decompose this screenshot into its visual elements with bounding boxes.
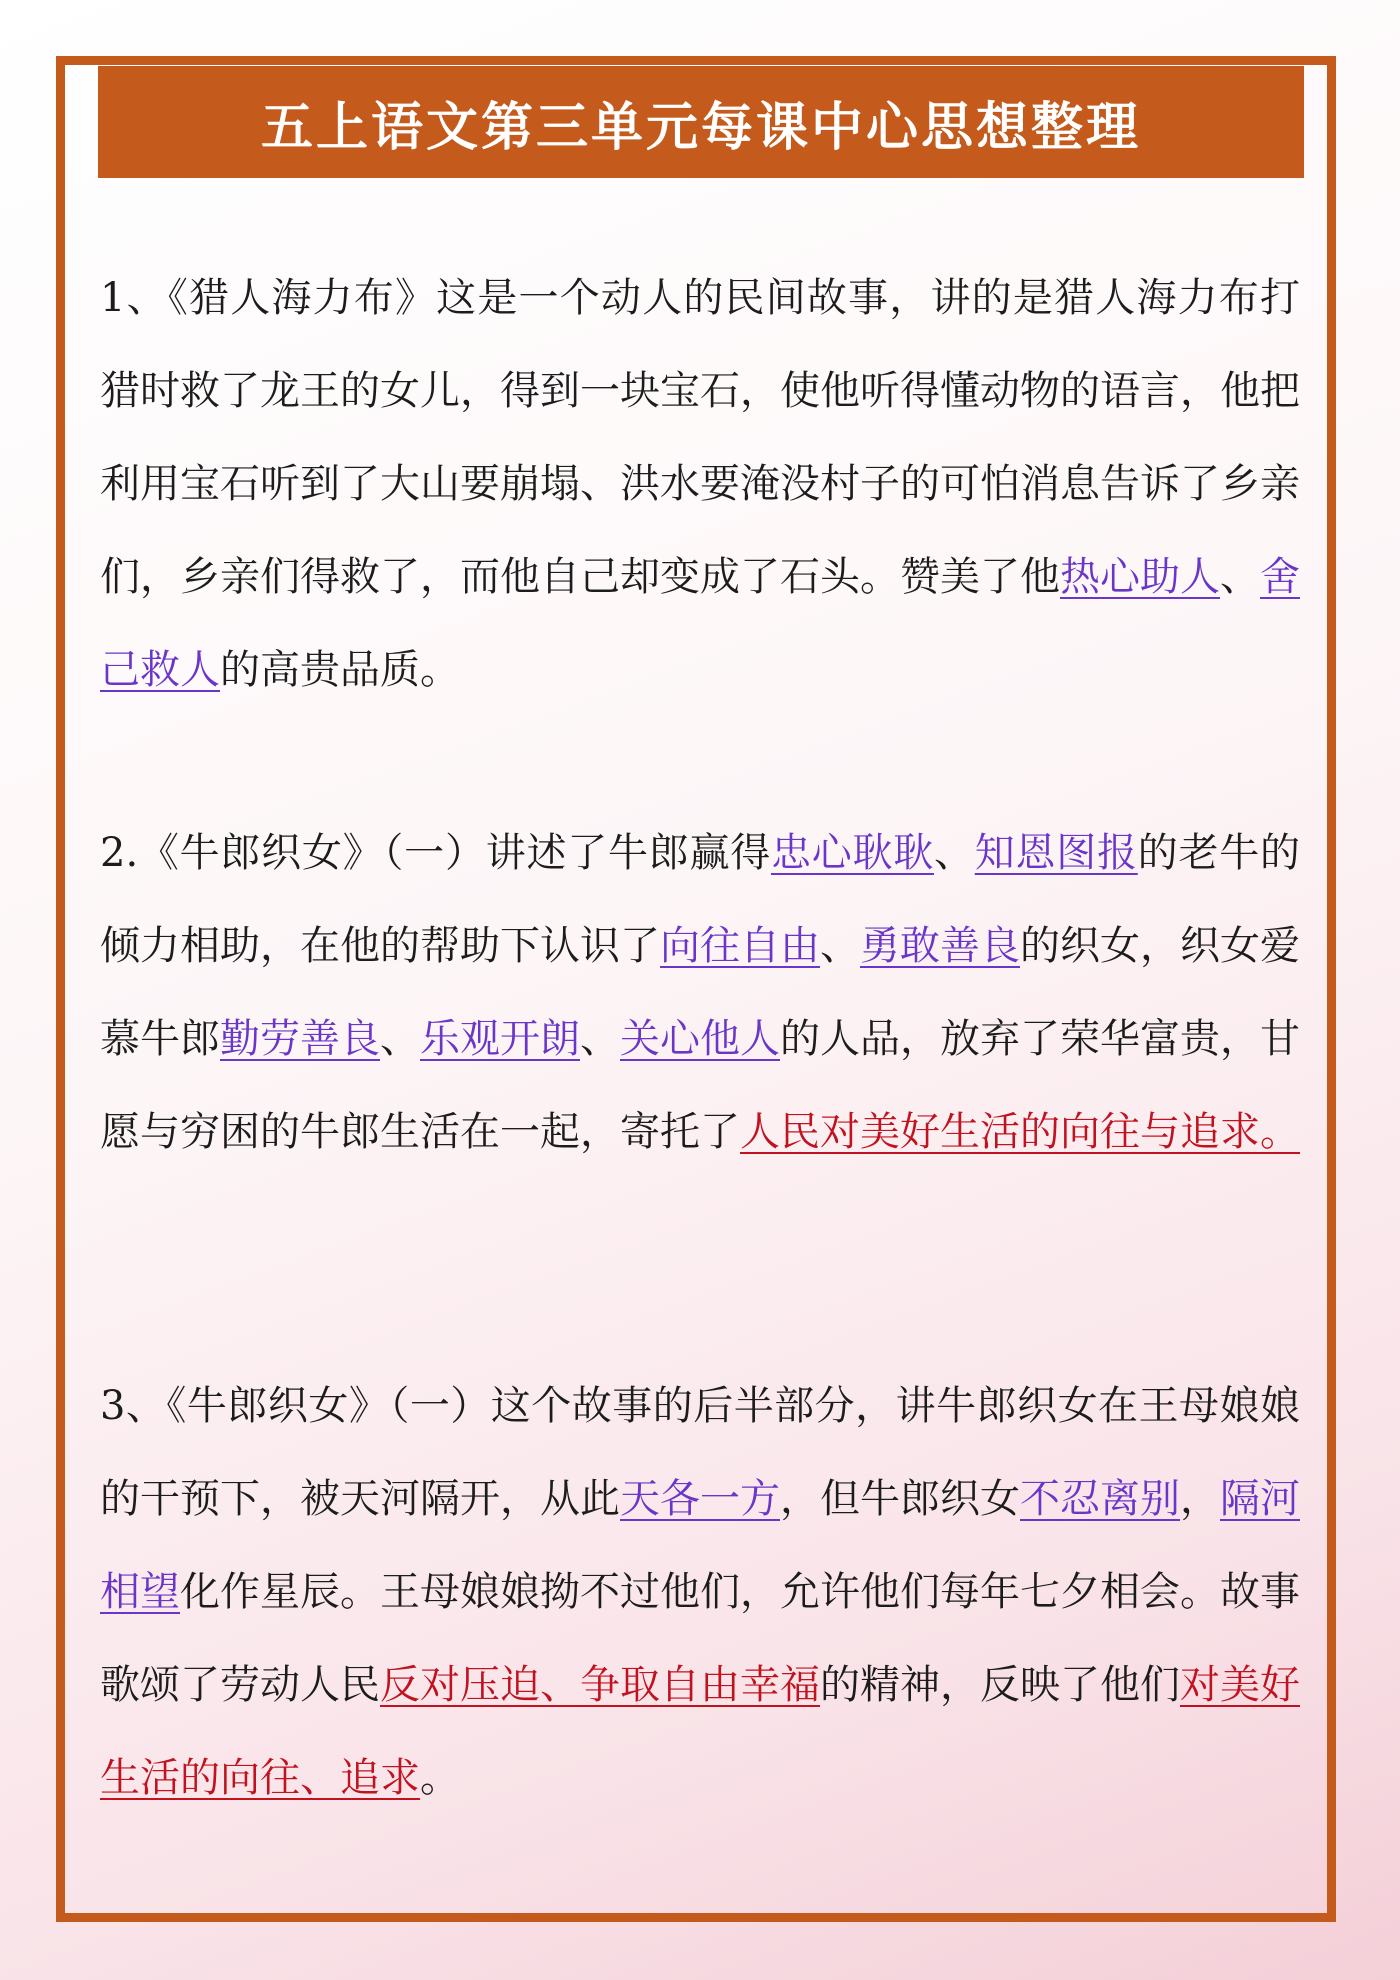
key-theme-phrase: 对美好生活的向往、追求 bbox=[100, 1662, 1300, 1801]
highlight-phrase: 忠心耿耿 bbox=[770, 830, 934, 876]
paragraph-2-text: 的织女，织女爱慕牛郎 bbox=[100, 923, 1300, 1062]
paragraph-3-text: ， bbox=[1180, 1476, 1220, 1522]
paragraph-2-text: 的人品，放弃了荣华富贵，甘愿与穷困的牛郎生活在一起，寄托了 bbox=[100, 1016, 1300, 1155]
highlight-phrase: 舍己救人 bbox=[100, 554, 1300, 693]
highlight-phrase: 隔河相望 bbox=[100, 1476, 1300, 1615]
highlight-phrase: 热心助人 bbox=[1060, 554, 1220, 600]
highlight-phrase: 乐观开朗 bbox=[420, 1016, 580, 1062]
paragraph-2 bbox=[100, 807, 1300, 1179]
paragraph-1-text: 、 bbox=[1220, 554, 1260, 600]
highlight-phrase: 不忍离别 bbox=[1020, 1476, 1180, 1522]
paragraph-1-text: 1、《猎人海力布》这是一个动人的民间故事，讲的是猎人海力布打猎时救了龙王的女儿，得到一块宝石，使他听得懂动物的语言，他把利用宝石听到了大山要崩塌、洪水要淹没村子的可怕消息告诉了乡亲们，乡亲们得救了，而他自己却变成了石头。赞美了他 bbox=[100, 275, 1300, 600]
highlight-phrase: 知恩图报 bbox=[974, 830, 1138, 876]
key-theme-phrase: 人民对美好生活的向往与追求。 bbox=[740, 1109, 1300, 1155]
paragraph-3-text: 。 bbox=[420, 1755, 460, 1801]
paragraph-1-text: 的高贵品质。 bbox=[220, 647, 460, 693]
paragraph-3 bbox=[100, 1360, 1300, 1825]
paragraph-2-text: 2.《牛郎织女》（一）讲述了牛郎赢得 bbox=[100, 830, 771, 876]
key-theme-phrase: 反对压迫、争取自由幸福 bbox=[380, 1662, 820, 1708]
paragraph-3-text: 3、《牛郎织女》（一）这个故事的后半部分，讲牛郎织女在王母娘娘的干预下，被天河隔开，从此 bbox=[100, 1383, 1300, 1522]
paragraph-1 bbox=[100, 252, 1300, 717]
paragraph-3-text: 的精神，反映了他们 bbox=[820, 1662, 1180, 1708]
highlight-phrase: 关心他人 bbox=[620, 1016, 780, 1062]
highlight-phrase: 勤劳善良 bbox=[220, 1016, 380, 1062]
page-title: 五上语文第三单元每课中心思想整理 bbox=[98, 66, 1304, 178]
paragraph-2-text: 、 bbox=[820, 923, 860, 969]
highlight-phrase: 天各一方 bbox=[620, 1476, 780, 1522]
highlight-phrase: 勇敢善良 bbox=[860, 923, 1020, 969]
paragraph-3-text: ，但牛郎织女 bbox=[780, 1476, 1020, 1522]
highlight-phrase: 向往自由 bbox=[660, 923, 820, 969]
paragraph-2-text: 的老牛的倾力相助，在他的帮助下认识了 bbox=[100, 830, 1301, 969]
paragraph-2-text: 、 bbox=[933, 830, 975, 876]
paragraph-2-text: 、 bbox=[580, 1016, 620, 1062]
paragraph-2-text: 、 bbox=[380, 1016, 420, 1062]
paragraph-3-text: 化作星辰。王母娘娘拗不过他们，允许他们每年七夕相会。故事歌颂了劳动人民 bbox=[100, 1569, 1300, 1708]
